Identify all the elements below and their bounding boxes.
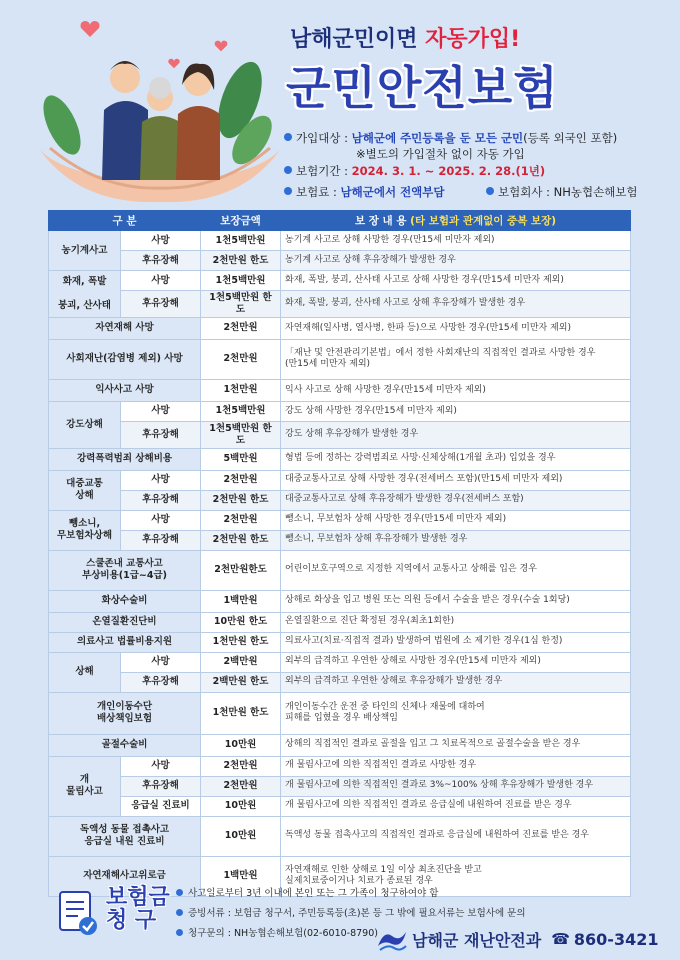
row-description: 농기계 사고로 상해 후유장해가 발생한 경우 xyxy=(281,251,631,271)
row-amount: 2천만원 한도 xyxy=(201,251,281,271)
row-category: 화재, 폭발 붕괴, 산사태 xyxy=(49,271,121,318)
header-coverage: 보 장 내 용 (타 보험과 관계없이 중복 보장) xyxy=(281,211,631,231)
row-amount: 2천만원 xyxy=(201,510,281,530)
row-subcategory: 사망 xyxy=(121,756,201,776)
period-line: 보험기간 : 2024. 3. 1. ~ 2025. 2. 28.(1년) xyxy=(284,163,545,179)
row-category: 스쿨존내 교통사고 부상비용(1급~4급) xyxy=(49,550,201,590)
table-row xyxy=(49,231,631,251)
row-amount: 5백만원 xyxy=(201,448,281,470)
table-row xyxy=(49,756,631,776)
office-phone: 860-3421 xyxy=(573,929,659,949)
row-amount: 2백만원 한도 xyxy=(201,672,281,692)
table-row xyxy=(49,251,631,271)
row-description: 뺑소니, 무보험차 상해 사망한 경우(만15세 미만자 제외) xyxy=(281,510,631,530)
row-description: 자연재해로 인한 상해로 1일 이상 최초진단을 받고 실제치료중이거나 치료가 종료된 경우 xyxy=(281,856,631,896)
phone-icon: ☎ xyxy=(551,930,570,948)
claim-note: 청구문의 : NH농협손해보험(02-6010-8790) xyxy=(176,924,526,944)
row-category: 익사사고 사망 xyxy=(49,379,201,401)
row-description: 상해로 화상을 입고 병원 또는 의원 등에서 수술을 받은 경우(수술 1회당) xyxy=(281,590,631,612)
row-description: 강도 상해 사망한 경우(만15세 미만자 제외) xyxy=(281,401,631,421)
row-description: 외부의 급격하고 우연한 상해로 후유장해가 발생한 경우 xyxy=(281,672,631,692)
row-amount: 1천5백만원 xyxy=(201,231,281,251)
row-description: 온열질환으로 진단 확정된 경우(최초1회한) xyxy=(281,612,631,632)
row-subcategory: 사망 xyxy=(121,470,201,490)
row-subcategory: 후유장해 xyxy=(121,251,201,271)
row-subcategory: 후유장해 xyxy=(121,291,201,318)
row-subcategory: 후유장해 xyxy=(121,530,201,550)
row-category: 자연재해사고위로금 xyxy=(49,856,201,896)
table-row xyxy=(49,339,631,379)
header-amount: 보장금액 xyxy=(201,211,281,231)
table-row xyxy=(49,672,631,692)
row-subcategory: 후유장해 xyxy=(121,421,201,448)
table-row xyxy=(49,490,631,510)
row-subcategory: 후유장해 xyxy=(121,490,201,510)
row-amount: 2천만원 xyxy=(201,317,281,339)
row-description: 농기계 사고로 상해 사망한 경우(만15세 미만자 제외) xyxy=(281,231,631,251)
hero-section xyxy=(0,0,680,208)
row-amount: 1천5백만원 한도 xyxy=(201,291,281,318)
row-subcategory: 사망 xyxy=(121,652,201,672)
table-row xyxy=(49,632,631,652)
row-category: 농기계사고 xyxy=(49,231,121,271)
row-subcategory: 응급실 진료비 xyxy=(121,796,201,816)
row-description: 개인이동수간 운전 중 타인의 신체나 재물에 대하여 피해를 입혔을 경우 배상책임 xyxy=(281,692,631,734)
row-amount: 2천만원 xyxy=(201,339,281,379)
row-category: 상해 xyxy=(49,652,121,692)
heart-icon xyxy=(168,58,180,69)
row-subcategory: 사망 xyxy=(121,271,201,291)
row-description: 화재, 폭발, 붕괴, 산사태 사고로 상해 후유장해가 발생한 경우 xyxy=(281,291,631,318)
row-category: 골절수술비 xyxy=(49,734,201,756)
row-amount: 1천만원 한도 xyxy=(201,692,281,734)
row-amount: 1천5백만원 xyxy=(201,401,281,421)
table-row xyxy=(49,379,631,401)
insurer-line: 보험회사 : NH농협손해보험 xyxy=(486,184,638,200)
table-row xyxy=(49,291,631,318)
table-row xyxy=(49,401,631,421)
heart-icon xyxy=(80,20,100,38)
row-subcategory: 후유장해 xyxy=(121,776,201,796)
row-description: 상해의 직접적인 결과로 골절을 입고 그 치료목적으로 골절수술을 받은 경우 xyxy=(281,734,631,756)
coverage-table-wrapper xyxy=(48,210,630,897)
row-subcategory: 사망 xyxy=(121,231,201,251)
row-category: 뺑소니, 무보험차상해 xyxy=(49,510,121,550)
row-description: 독액성 동물 접촉사고의 직접적인 결과로 응급실에 내원하여 진료를 받은 경우 xyxy=(281,816,631,856)
row-category: 자연재해 사망 xyxy=(49,317,201,339)
table-row xyxy=(49,796,631,816)
row-category: 강도상해 xyxy=(49,401,121,448)
heart-icon xyxy=(214,40,228,52)
row-description: 형법 등에 정하는 강력범죄로 사망·신체상해(1개월 초과) 입었을 경우 xyxy=(281,448,631,470)
row-description: 익사 사고로 상해 사망한 경우(만15세 미만자 제외) xyxy=(281,379,631,401)
document-check-icon xyxy=(56,890,100,938)
table-row xyxy=(49,510,631,530)
row-amount: 2천만원 xyxy=(201,776,281,796)
table-row xyxy=(49,421,631,448)
row-description: 대중교통사고로 상해 후유장해가 발생한 경우(전세버스 포함) xyxy=(281,490,631,510)
row-description: 강도 상해 후유장해가 발생한 경우 xyxy=(281,421,631,448)
table-row xyxy=(49,816,631,856)
office-contact xyxy=(376,926,658,952)
row-amount: 2천만원 xyxy=(201,470,281,490)
table-row xyxy=(49,470,631,490)
row-description: 개 물림사고에 의한 직접적인 결과로 응급실에 내원하여 진료를 받은 경우 xyxy=(281,796,631,816)
row-subcategory: 후유장해 xyxy=(121,672,201,692)
row-amount: 10만원 xyxy=(201,734,281,756)
row-category: 개인이동수단 배상책임보험 xyxy=(49,692,201,734)
row-description: 뺑소니, 무보험차 상해 후유장해가 발생한 경우 xyxy=(281,530,631,550)
row-description: 외부의 급격하고 우연한 상해로 사망한 경우(만15세 미만자 제외) xyxy=(281,652,631,672)
row-category: 의료사고 법률비용지원 xyxy=(49,632,201,652)
row-amount: 10만원 xyxy=(201,796,281,816)
table-header xyxy=(49,211,631,231)
row-subcategory: 사망 xyxy=(121,401,201,421)
claim-note: 증빙서류 : 보험금 청구서, 주민등록등(초)본 등 그 밖에 필요서류는 보험사에 문의 xyxy=(176,904,526,924)
row-amount: 1백만원 xyxy=(201,590,281,612)
row-description: 화재, 폭발, 붕괴, 산사태 사고로 상해 사망한 경우(만15세 미만자 제외) xyxy=(281,271,631,291)
row-amount: 1천만원 한도 xyxy=(201,632,281,652)
header-category: 구 분 xyxy=(49,211,201,231)
row-description: 개 물림사고에 의한 직접적인 결과로 사망한 경우 xyxy=(281,756,631,776)
row-amount: 2천만원 한도 xyxy=(201,530,281,550)
eligibility-note: ※별도의 가입절차 없이 자동 가입 xyxy=(356,147,525,161)
office-name: 남해군 재난안전과 xyxy=(412,930,542,950)
row-category: 강력폭력범죄 상해비용 xyxy=(49,448,201,470)
row-amount: 10만원 xyxy=(201,816,281,856)
table-row xyxy=(49,590,631,612)
row-amount: 1천만원 xyxy=(201,379,281,401)
row-amount: 10만원 한도 xyxy=(201,612,281,632)
row-description: 자연재해(일사병, 열사병, 한파 등)으로 사망한 경우(만15세 미만자 제외) xyxy=(281,317,631,339)
table-row xyxy=(49,734,631,756)
family-illustration xyxy=(40,30,280,205)
row-amount: 2천만원한도 xyxy=(201,550,281,590)
table-row xyxy=(49,652,631,672)
table-row xyxy=(49,271,631,291)
row-amount: 1천5백만원 xyxy=(201,271,281,291)
page-title: 군민안전보험 xyxy=(286,61,559,115)
row-category: 온열질환진단비 xyxy=(49,612,201,632)
coverage-table xyxy=(48,210,631,897)
row-category: 화상수술비 xyxy=(49,590,201,612)
subtitle: 남해군민이면 자동가입! xyxy=(290,27,521,52)
row-amount: 2백만원 xyxy=(201,652,281,672)
row-category: 개 물림사고 xyxy=(49,756,121,816)
premium-line: 보험료 : 남해군에서 전액부담 xyxy=(284,184,445,200)
row-amount: 1백만원 xyxy=(201,856,281,896)
row-amount: 2천만원 한도 xyxy=(201,490,281,510)
row-category: 사회재난(감염병 제외) 사망 xyxy=(49,339,201,379)
table-row xyxy=(49,448,631,470)
table-row xyxy=(49,612,631,632)
row-description: 개 물림사고에 의한 직접적인 결과로 3%~100% 상해 후유장해가 발생한 경우 xyxy=(281,776,631,796)
row-description: 「재난 및 안전관리기본법」에서 정한 사회재난의 직접적인 결과로 사망한 경우 (만15세 미만자 제외) xyxy=(281,339,631,379)
claim-note: 사고일로부터 3년 이내에 본인 또는 그 가족이 청구하여야 함 xyxy=(176,884,526,904)
row-category: 독액성 동물 접촉사고 응급실 내원 진료비 xyxy=(49,816,201,856)
claim-title: 보험금 청 구 xyxy=(106,885,170,934)
row-description: 의료사고(치료·직접적 결과) 발생하여 법원에 소 제기한 경우(1심 한정) xyxy=(281,632,631,652)
row-description: 어린이보호구역으로 지정한 지역에서 교통사고 상해를 입은 경우 xyxy=(281,550,631,590)
row-description: 대중교통사고로 상해 사망한 경우(전세버스 포함)(만15세 미만자 제외) xyxy=(281,470,631,490)
row-category: 대중교통 상해 xyxy=(49,470,121,510)
eligibility-line: 가입대상 : 남해군에 주민등록을 둔 모든 군민(등록 외국인 포함) xyxy=(284,130,617,146)
table-row xyxy=(49,530,631,550)
wave-logo-icon xyxy=(376,926,408,952)
table-row xyxy=(49,317,631,339)
row-amount: 1천5백만원 한도 xyxy=(201,421,281,448)
row-subcategory: 사망 xyxy=(121,510,201,530)
table-row xyxy=(49,776,631,796)
table-row xyxy=(49,692,631,734)
row-amount: 2천만원 xyxy=(201,756,281,776)
table-row xyxy=(49,550,631,590)
